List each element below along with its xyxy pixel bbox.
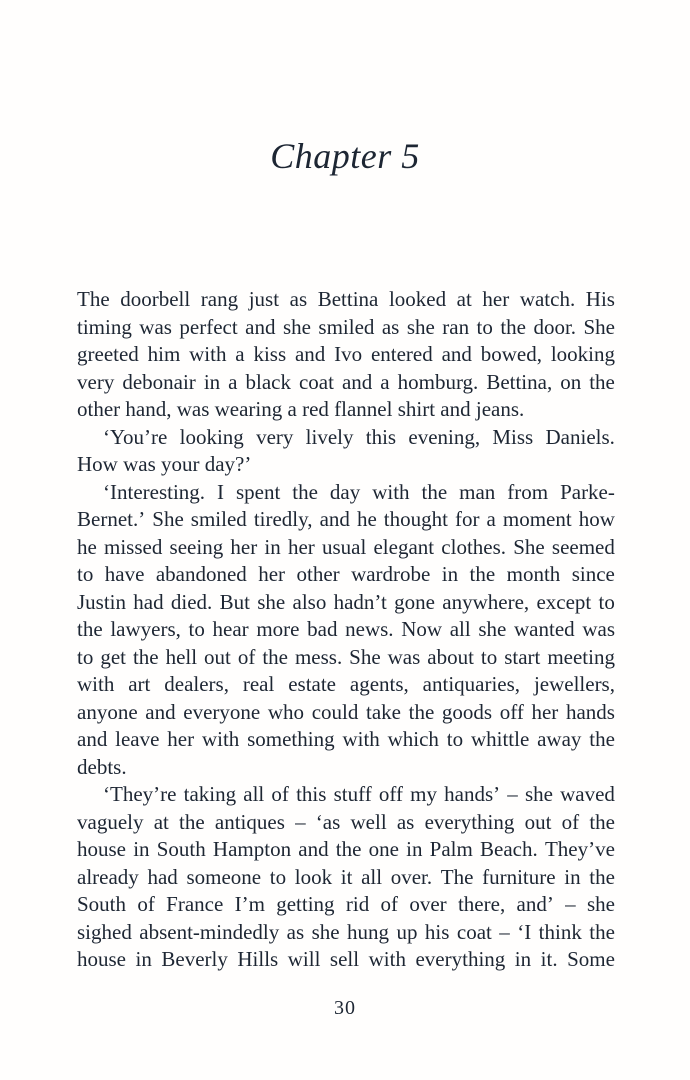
chapter-title: Chapter 5 [270, 136, 420, 176]
text-line: house in Beverly Hills will sell with everything in it. Some [77, 947, 615, 971]
text-line: debts. [77, 754, 127, 779]
text-line: to get the hell out of the mess. She was about to start meeting [77, 644, 615, 669]
paragraph [77, 286, 615, 424]
text-line: ‘Interesting. I spent the day with the man from Parke- [103, 479, 615, 504]
text-line: very debonair in a black coat and a homburg. Bettina, on the [77, 369, 615, 394]
paragraph [77, 424, 615, 479]
text-line: greeted him with a kiss and Ivo entered and bowed, looking [77, 342, 615, 366]
text-line: ‘You’re looking very lively this evening, Miss Daniels. [103, 424, 615, 449]
text-line: sighed absent-mindedly as she hung up his coat – ‘I think the [77, 919, 615, 944]
text-line: other hand, was wearing a red flannel shirt and jeans. [77, 397, 525, 421]
text-line: vaguely at the antiques – ‘as well as everything out of the [77, 809, 615, 834]
body-text [77, 286, 615, 974]
text-line: South of France I’m getting rid of over there, and’ – she [77, 892, 615, 916]
text-line: already had someone to look it all over. The furniture in the [77, 864, 615, 889]
text-line: to have abandoned her other wardrobe in the month since [77, 562, 615, 586]
text-line: the lawyers, to hear more bad news. Now all she wanted was [77, 617, 615, 641]
text-line: The doorbell rang just as Bettina looked at her watch. His [77, 287, 615, 311]
text-line: timing was perfect and she smiled as she ran to the door. She [77, 314, 615, 339]
text-line: Justin had died. But she also hadn’t gone anywhere, except to [77, 589, 615, 614]
text-line: house in South Hampton and the one in Palm Beach. They’ve [77, 837, 615, 861]
paragraph [77, 781, 615, 974]
paragraph [77, 479, 615, 782]
text-line: with art dealers, real estate agents, antiquaries, jewellers, [77, 672, 615, 696]
text-line: anyone and everyone who could take the goods off her hands [77, 699, 615, 724]
text-line: Bernet.’ She smiled tiredly, and he thought for a moment how [77, 507, 615, 531]
text-line: ‘They’re taking all of this stuff off my hands’ – she waved [103, 782, 615, 806]
text-line: How was your day?’ [77, 452, 252, 476]
text-line: he missed seeing her in her usual elegant clothes. She seemed [77, 534, 615, 559]
page-number: 30 [334, 997, 356, 1019]
text-line: and leave her with something with which to whittle away the [77, 727, 615, 751]
